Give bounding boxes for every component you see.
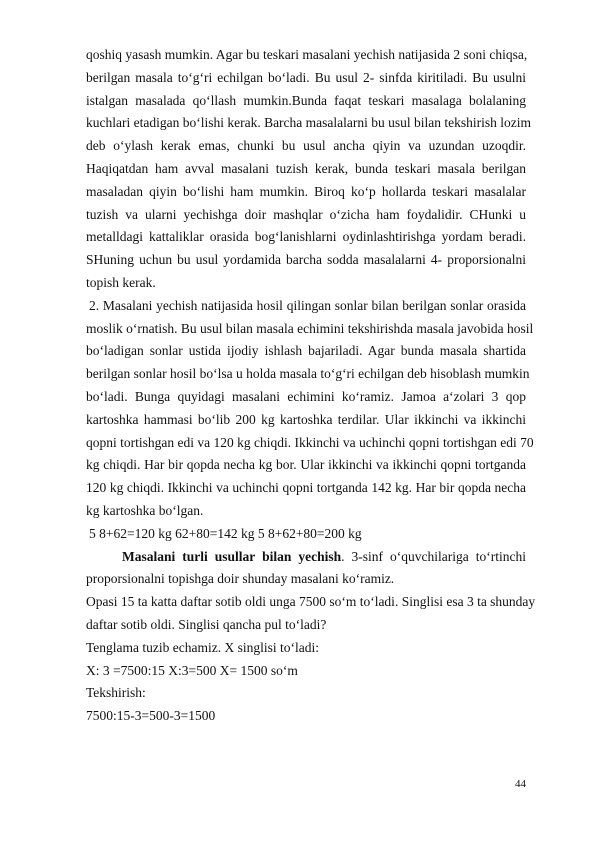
text-line: SHuning uchun bu usul yordamida barcha sodda masalalarni 4- proporsionalni bbox=[86, 252, 526, 268]
text-line: moslik o‘rnatish. Bu usul bilan masala echimini tekshirishda masala javobida hosil bbox=[86, 320, 534, 336]
text-line: Haqiqatdan ham avval masalani tuzish kerak, bunda teskari masala berilgan bbox=[86, 160, 526, 176]
text-line: Tekshirish: bbox=[86, 685, 146, 701]
text-line: proporsionalni topishga doir shunday masalani ko‘ramiz. bbox=[86, 571, 395, 587]
text-line: daftar sotib oldi. Singlisi qancha pul to‘ladi? bbox=[86, 616, 327, 632]
text-line: kuchlari etadigan bo‘lishi kerak. Barcha masalalarni bu usul bilan tekshirish lozim bbox=[86, 115, 531, 131]
equation-line: X: 3 =7500:15 X:3=500 X= 1500 so‘m bbox=[86, 662, 298, 678]
section-heading-line bbox=[86, 546, 526, 569]
text-line: Tenglama tuzib echamiz. X singlisi to‘ladi: bbox=[86, 639, 319, 655]
text-line: topish kerak. bbox=[86, 274, 156, 290]
text-line: tuzish va ularni yechishga doir mashqlar o‘zicha ham foydalidir. CHunki u bbox=[86, 206, 526, 222]
text-line: 2. Masalani yechish natijasida hosil qilingan sonlar bilan berilgan sonlar orasida bbox=[89, 297, 526, 313]
text-line: 120 kg chiqdi. Ikkinchi va uchinchi qopni tortganda 142 kg. Har bir qopda necha bbox=[86, 480, 526, 496]
text-line: berilgan sonlar hosil bo‘lsa u holda masala to‘g‘ri echilgan deb hisoblash mumkin bbox=[86, 366, 530, 382]
text-line: istalgan masalada qo‘llash mumkin.Bunda faqat teskari masalaga bolalaning bbox=[86, 92, 526, 108]
text-line: kartoshka hammasi bo‘lib 200 kg kartoshka terdilar. Ular ikkinchi va ikkinchi bbox=[86, 411, 526, 427]
heading-period: . bbox=[341, 548, 345, 564]
text-line: berilgan masala to‘g‘ri echilgan bo‘ladi. Bu usul 2- sinfda kiritiladi. Bu usulni bbox=[86, 69, 526, 85]
equation-line: 5 8+62=120 kg 62+80=142 kg 5 8+62+80=200 kg bbox=[89, 525, 362, 541]
text-line: Opasi 15 ta katta daftar sotib oldi unga 7500 so‘m to‘ladi. Singlisi esa 3 ta shunday bbox=[86, 594, 536, 610]
equation-line: 7500:15-3=500-3=1500 bbox=[86, 708, 216, 724]
text-line: deb o‘ylash kerak emas, chunki bu usul ancha qiyin va uzundan uzoqdir. bbox=[86, 138, 526, 154]
heading-continuation: 3-sinf o‘quvchilariga to‘rtinchi bbox=[351, 548, 527, 564]
text-line: qopni tortishgan edi va 120 kg chiqdi. Ikkinchi va uchinchi qopni tortishgan edi 70 bbox=[86, 434, 534, 450]
text-line: bo‘ladigan sonlar ustida ijodiy ishlash bajariladi. Agar bunda masala shartida bbox=[86, 343, 526, 359]
text-line: kg chiqdi. Har bir qopda necha kg bor. Ular ikkinchi va ikkinchi qopni tortganda bbox=[86, 457, 526, 473]
text-line: bo‘ladi. Bunga quyidagi masalani echimini ko‘ramiz. Jamoa a‘zolari 3 qop bbox=[86, 388, 526, 404]
section-heading: Masalani turli usullar bilan yechish bbox=[122, 548, 342, 564]
text-line: qoshiq yasash mumkin. Agar bu teskari masalani yechish natijasida 2 soni chiqsa, bbox=[86, 47, 528, 62]
text-line: kg kartoshka bo‘lgan. bbox=[86, 502, 204, 518]
text-line: masaladan qiyin bo‘lishi ham mumkin. Biroq ko‘p hollarda teskari masalalar bbox=[86, 183, 526, 199]
text-line: metalldagi kattaliklar orasida bog‘lanishlarni oydinlashtirishga yordam beradi. bbox=[86, 229, 526, 245]
document-body bbox=[86, 44, 536, 728]
page-number: 44 bbox=[515, 778, 526, 790]
